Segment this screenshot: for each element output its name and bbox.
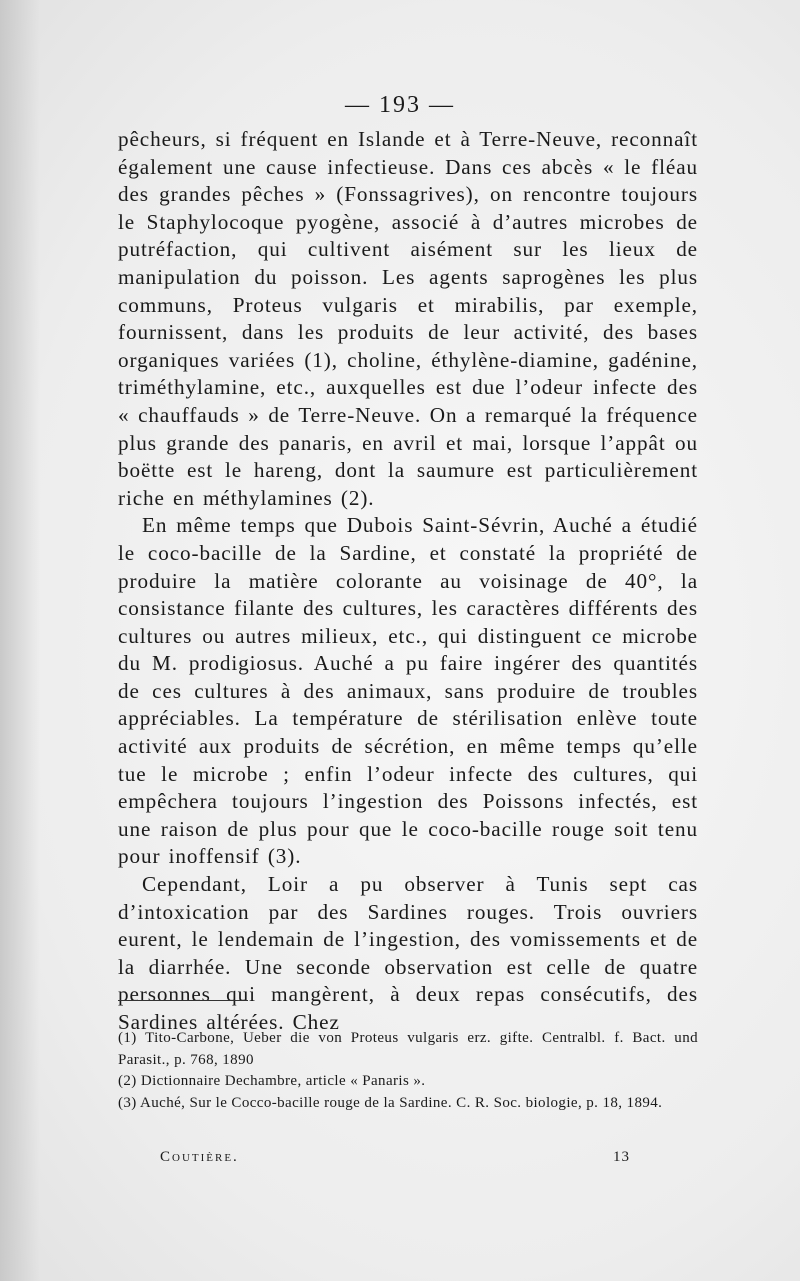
body-text: [118, 126, 698, 1037]
page-number: — 193 —: [345, 92, 455, 118]
paragraph-1: pêcheurs, si fréquent en Islande et à Terre-Neuve, reconnaît également une cause infectieuse. Dans ces abcès « le fléau des grandes pêches » (Fonssagrives), on rencontre toujours le Staphylocoque pyogène, associé à d’autres microbes de putréfaction, qui cultivent aisément sur les lieux de manipulation du poisson. Les agents saprogènes les plus communs, Proteus vulgaris et mirabilis, par exemple, fournissent, dans les produits de leur activité, des bases organiques variées (1), choline, éthylène-diamine, gadénine, triméthylamine, etc., auxquelles est due l’odeur infecte des « chauffauds » de Terre-Neuve. On a remarqué la fréquence plus grande des panaris, en avril et mai, lorsque l’appât ou boëtte est le hareng, dont la saumure est particulièrement riche en méthylamines (2).: [118, 127, 698, 510]
footnote-separator: [118, 1000, 248, 1001]
paragraph-2: En même temps que Dubois Saint-Sévrin, Auché a étudié le coco-bacille de la Sardine, et constaté la propriété de produire la matière colorante au voisinage de 40°, la consistance filante des cultures, les caractères différents des cultures ou autres milieux, etc., qui distinguent ce microbe du M. prodigiosus. Auché a pu faire ingérer des quantités de ces cultures à des animaux, sans produire de troubles appréciables. La température de stérilisation enlève toute activité aux produits de sécrétion, en même temps qu’elle tue le microbe ; enfin l’odeur infecte des cultures, qui empêchera toujours l’ingestion des Poissons infectés, est une raison de plus pour que le coco-bacille rouge soit tenu pour inoffensif (3).: [118, 513, 698, 869]
footnotes: [118, 1028, 698, 1114]
page-footer: [160, 1149, 630, 1173]
sheet-number: 13: [613, 1149, 630, 1165]
footer-author: Coutière.: [160, 1149, 239, 1165]
footnote-2: (2) Dictionnaire Dechambre, article « Panaris ».: [118, 1073, 426, 1089]
paragraph-3: Cependant, Loir a pu observer à Tunis sept cas d’intoxication par des Sardines rouges. Trois ouvriers eurent, le lendemain de l’ingestion, des vomissements et de la diarrhée. Une seconde observation est celle de quatre personnes qui mangèrent, à deux repas consécutifs, des Sardines altérées. Chez: [118, 872, 698, 1034]
footnote-1: (1) Tito-Carbone, Ueber die von Proteus vulgaris erz. gifte. Centralbl. f. Bact. und Parasit., p. 768, 1890: [118, 1030, 698, 1068]
footnote-3: (3) Auché, Sur le Cocco-bacille rouge de la Sardine. C. R. Soc. biologie, p. 18, 1894.: [118, 1094, 663, 1111]
page-edge-shadow: [0, 0, 40, 1281]
